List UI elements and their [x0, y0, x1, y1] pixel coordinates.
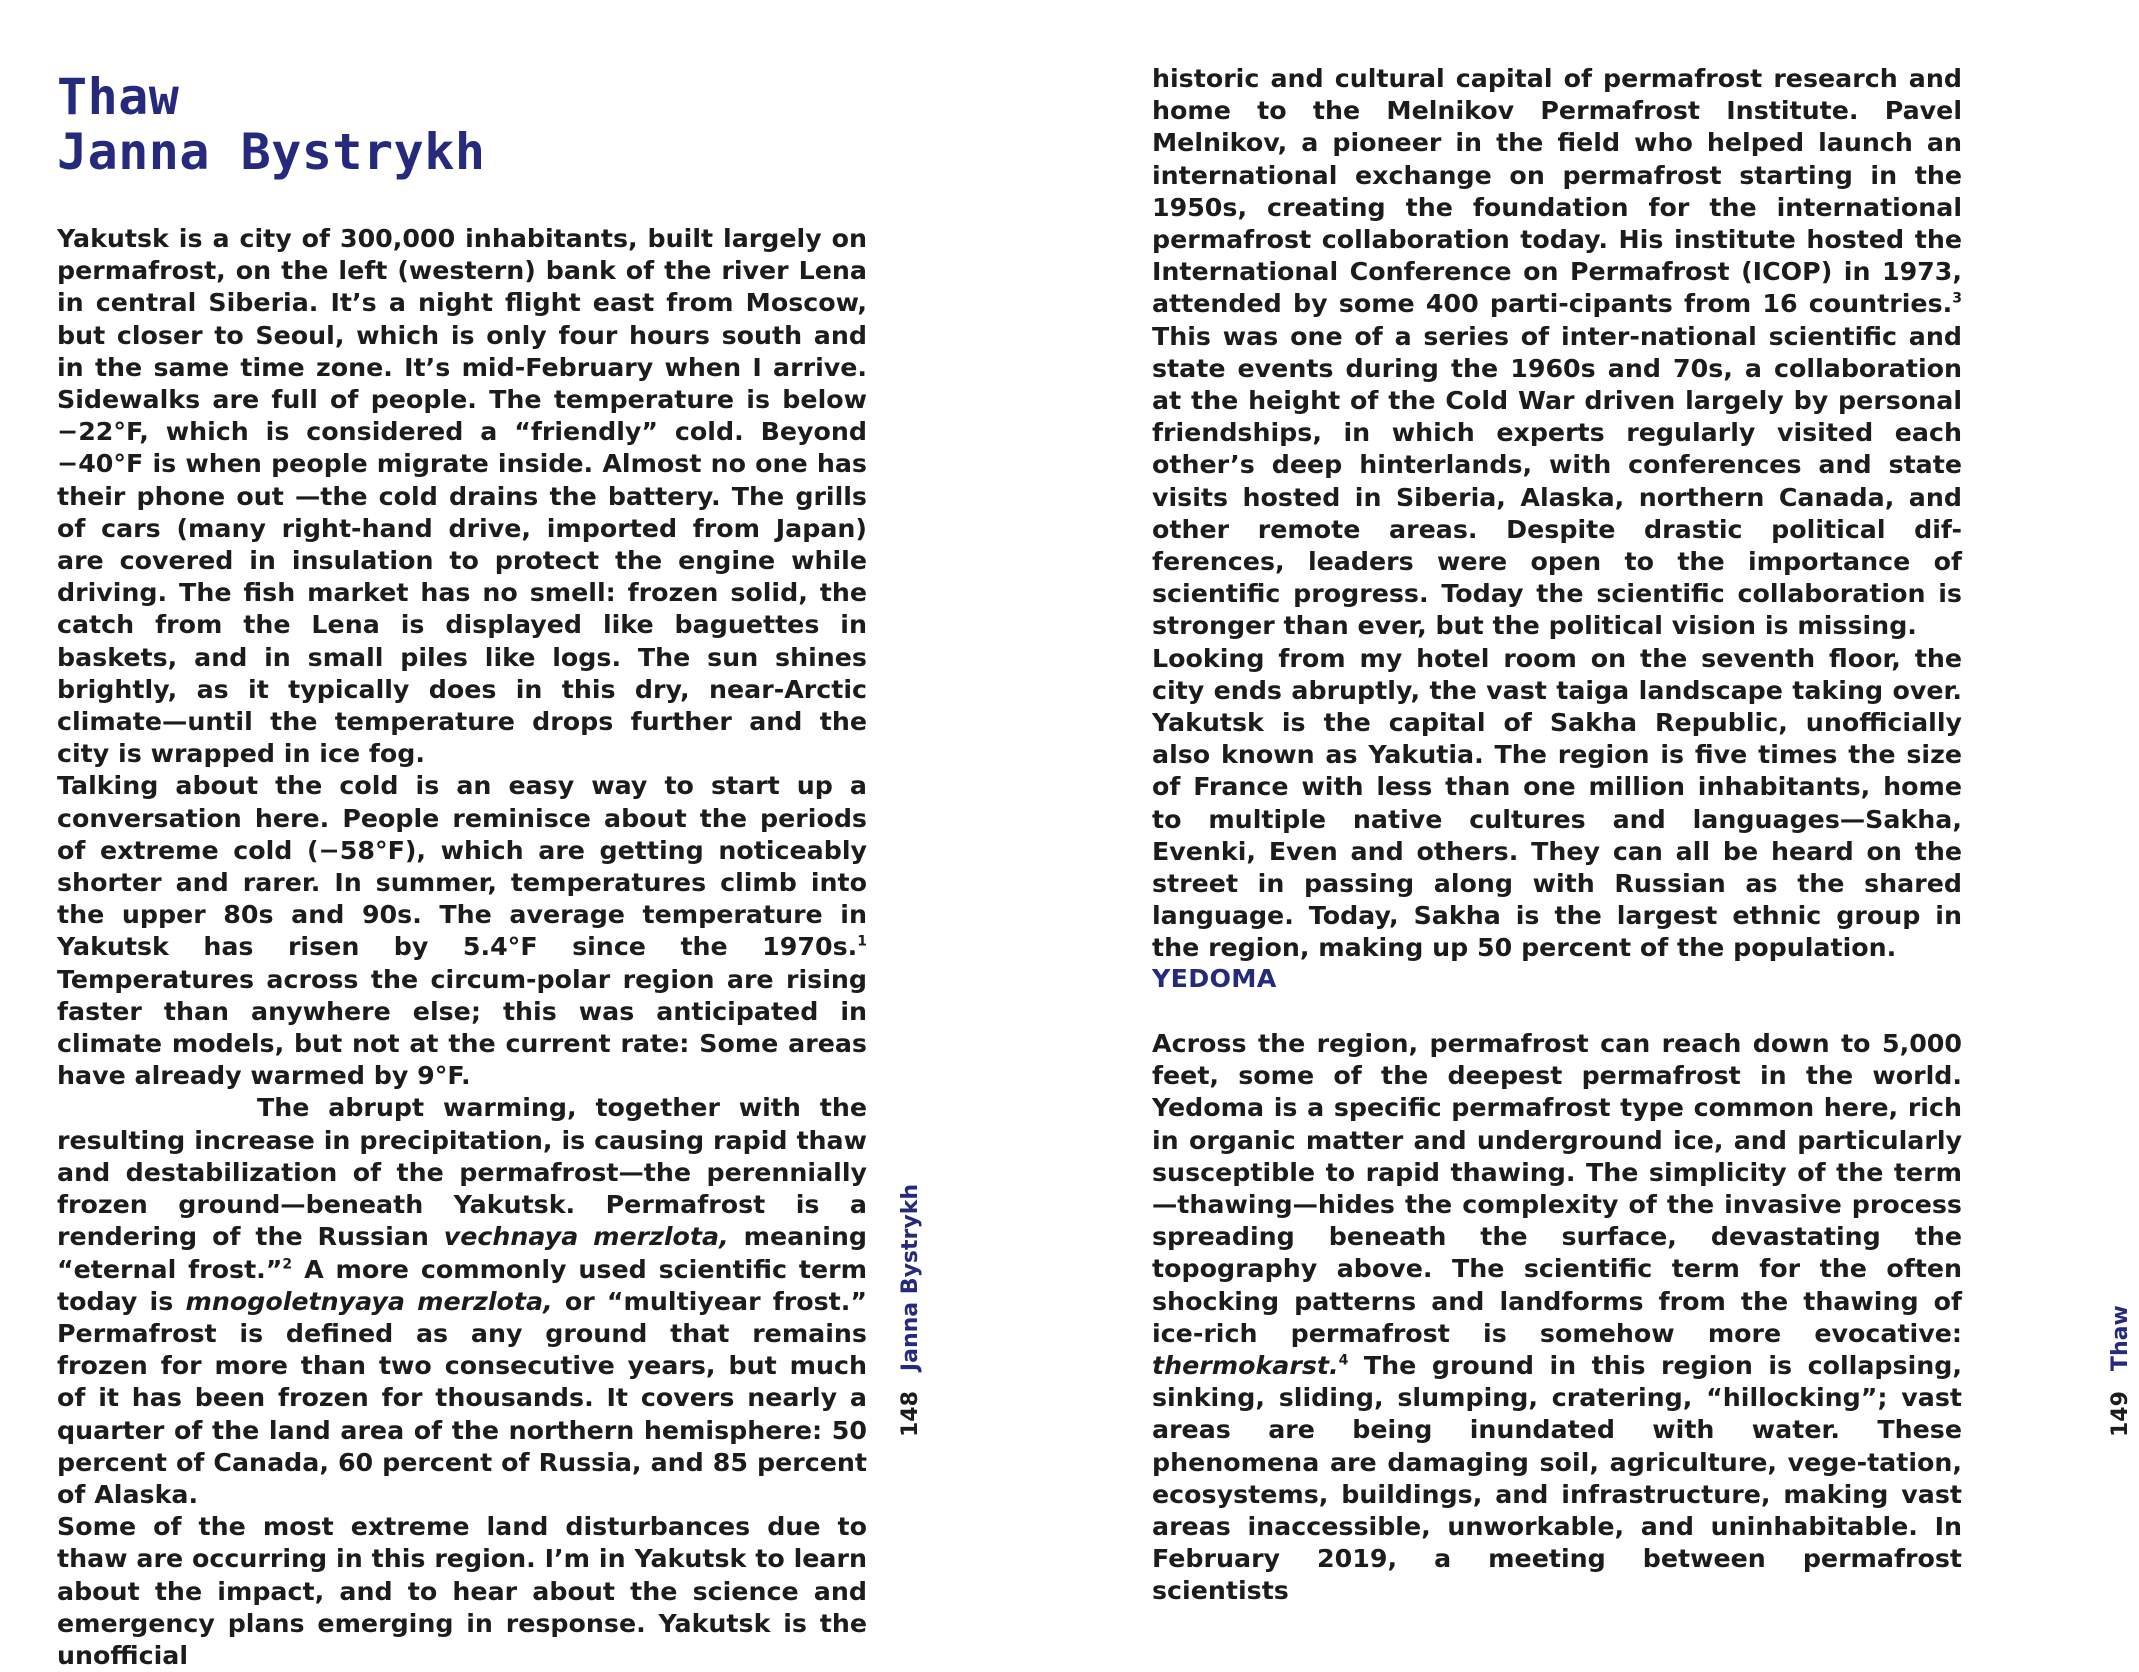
footnote-marker: 2 [282, 1256, 293, 1273]
paragraph-text: The ground in this region is collapsing, sinking, sliding, slumping, cratering, “hillocking”; vast areas are being inundated with water. These phenomena are damaging soil, agriculture, vege-tation, ecosystems, buildings, and infrastructure, making vast areas inaccessible, unworkable, and uninhabitable. In February 2019, a meeting between permafrost scientists [1152, 1351, 1962, 1606]
right-folio [2103, 1197, 2139, 1437]
left-body-text [57, 223, 867, 1672]
title-line-thaw: Thaw [57, 68, 180, 126]
footnote-marker: 4 [1338, 1352, 1349, 1369]
paragraph-text: Temperatures across the circum-polar region are rising faster than anywhere else; this was anticipated in climate models, but not at the current rate: Some areas have already warmed by 9°F. [57, 964, 867, 1091]
paragraph-text: The abrupt warming, together with the resulting increase in precipitation, is causing rapid thaw and destabilization of the permafrost—the perennially frozen ground—beneath Yakutsk. Permafrost is a rendering of the Russian [57, 1093, 867, 1252]
section-heading: YEDOMA [1152, 964, 1277, 993]
page-number: 149 [2108, 1391, 2133, 1437]
title-line-author: Janna Bystrykh [57, 123, 486, 181]
italic-term: mnogoletnyaya merzlota, [185, 1286, 553, 1316]
right-section-text [1152, 1028, 1962, 1608]
italic-term: vechnaya merzlota, [443, 1222, 729, 1252]
left-folio [893, 1183, 929, 1437]
paragraph-text: Across the region, permafrost can reach down to 5,000 feet, some of the deepest permafrost in the world. Yedoma is a specific permafrost type common here, rich in organic matter and underground ice, and particularly susceptible to rapid thawing. The simplicity of the term—thawing—hides the complexity of the invasive process spreading beneath the surface, devastating the topography above. The scientific term for the often shocking patterns and landforms from the thawing of ice-rich permafrost is somehow more evocative: [1152, 1029, 1962, 1348]
paragraph-text: meaning “eternal frost.” [57, 1222, 867, 1284]
paragraph [57, 223, 867, 770]
footnote-marker: 1 [857, 934, 867, 951]
right-body-text [1152, 63, 1962, 965]
paragraph-text: or “multiyear frost.” Permafrost is defined as any ground that remains frozen for more than two consecutive years, but much of it has been frozen for thousands. It covers nearly a quarter of the land area of the northern hemisphere: 50 percent of Canada, 60 percent of Russia, and 85 percent of Alaska. [57, 1286, 867, 1509]
footnote-marker: 3 [1952, 291, 1962, 307]
left-page [0, 0, 1010, 1670]
paragraph-text: A more commonly used scientific term today is [57, 1254, 868, 1316]
paragraph [1152, 643, 1962, 965]
paragraph-text: historic and cultural capital of permafrost research and home to the Melnikov Permafrost Institute. Pavel Melnikov, a pioneer in the field who helped launch an international exchange on permafrost starting in the 1950s, creating the foundation for the international permafrost collaboration today. His institute hosted the International Conference on Permafrost (ICOP) in 1973, attended by some 400 parti-cipants from 16 countries. [1152, 64, 1962, 319]
paragraph [1152, 1028, 1962, 1608]
italic-term: thermokarst. [1152, 1351, 1339, 1381]
paragraph-text: Talking about the cold is an easy way to start up a conversation here. People reminisce about the periods of extreme cold (−58°F), which are getting noticeably shorter and rarer. In summer, temperatures climb into the upper 80s and 90s. The average temperature in Yakutsk has risen by 5.4°F since the 1970s. [57, 771, 867, 962]
paragraph [1152, 63, 1962, 643]
paragraph-text: Yakutsk is a city of 300,000 inhabitants, built largely on permafrost, on the left (western) bank of the river Lena in central Siberia. It’s a night flight east from Moscow, but closer to Seoul, which is only four hours south and in the same time zone. It’s mid-February when I arrive. Sidewalks are full of people. The temperature is below −22°F, which is considered a “friendly” cold. Beyond −40°F is when people migrate inside. Almost no one has their phone out —the cold drains the battery. The grills of cars (many right-hand drive, imported from Japan) are covered in insulation to protect the engine while driving. The fish market has no smell: frozen solid, the catch from the Lena is displayed like baguettes in baskets, and in small piles like logs. The sun shines brightly, as it typically does in this dry, near-Arctic climate—until the temperature drops further and the city is wrapped in ice fog. [57, 224, 867, 769]
paragraph-text: This was one of a series of inter-national scientific and state events during the 1960s and 70s, a collaboration at the height of the Cold War driven largely by personal friendships, in which experts regularly visited each other’s deep hinterlands, with conferences and state visits hosted in Siberia, Alaska, northern Canada, and other remote areas. Despite drastic political dif-ferences, leaders were open to the importance of scientific progress. Today the scientific collaboration is stronger than ever, but the political vision is missing. [1152, 321, 1962, 641]
paragraph [57, 1511, 867, 1672]
running-head: Thaw [2108, 1305, 2133, 1372]
paragraph-text: Some of the most extreme land disturbances due to thaw are occurring in this region. I’m in Yakutsk to learn about the impact, and to hear about the science and emergency plans emerging in response. Yakutsk is the unofficial [57, 1512, 867, 1670]
paragraph-text: Looking from my hotel room on the seventh floor, the city ends abruptly, the vast taiga landscape taking over. Yakutsk is the capital of Sakha Republic, unofficially also known as Yakutia. The region is five times the size of France with less than one million inhabitants, home to multiple native cultures and languages—Sakha, Evenki, Even and others. They can all be heard on the street in passing along with Russian as the shared language. Today, Sakha is the largest ethnic group in the region, making up 50 percent of the population. [1152, 643, 1962, 963]
page-number: 148 [898, 1391, 923, 1437]
paragraph [57, 770, 867, 1511]
running-head: Janna Bystrykh [898, 1183, 923, 1372]
article-title [57, 70, 485, 180]
